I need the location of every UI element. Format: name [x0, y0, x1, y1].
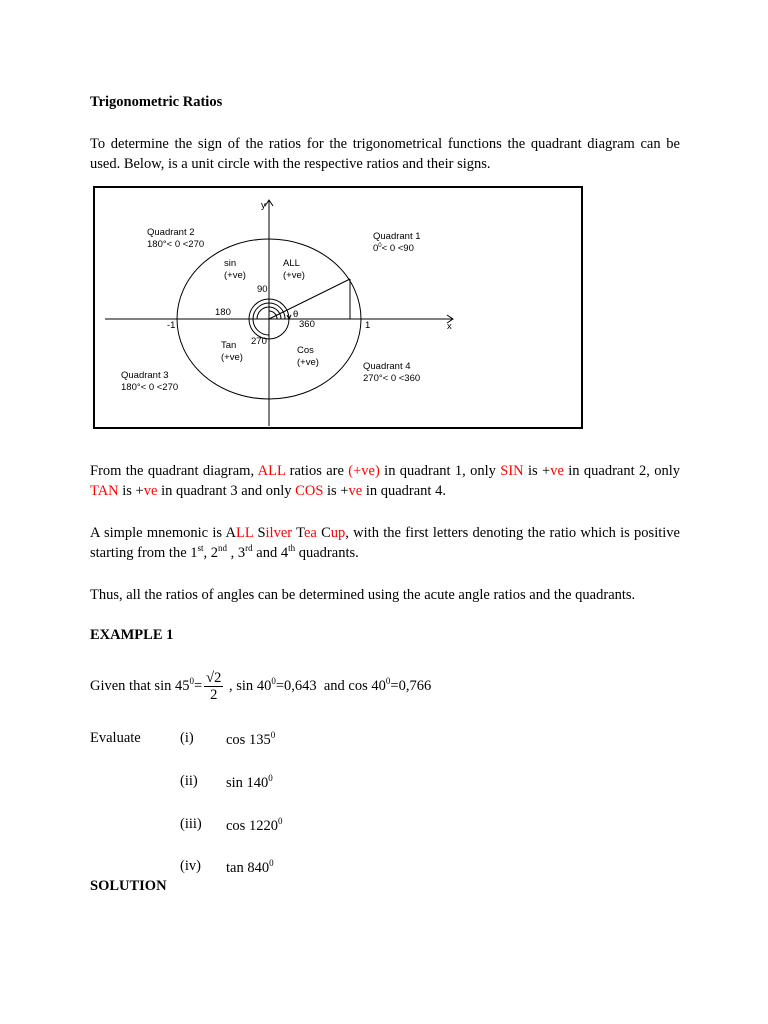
- pos-one-label: 1: [365, 320, 371, 331]
- text-run: in quadrant 4.: [362, 483, 446, 499]
- text-run: is +: [323, 483, 349, 499]
- given-angle: 40: [371, 678, 386, 694]
- unit-circle-svg: [95, 188, 585, 431]
- given-cos-prefix: and cos: [323, 678, 368, 694]
- text-run: is +: [118, 483, 144, 499]
- text-run: , with the first letters denoting the ratio which is positive starting from the 1: [90, 525, 680, 561]
- cos-label: Cos: [297, 345, 314, 356]
- ve-highlight: ve: [143, 483, 158, 499]
- neg-one-label: -1: [167, 320, 176, 331]
- text-run: and 4: [252, 545, 289, 561]
- all-label: ALL: [283, 258, 300, 269]
- tan-highlight: TAN: [90, 483, 119, 499]
- deg-90-label: 90: [257, 284, 268, 295]
- quadrant-4-title: Quadrant 4: [363, 361, 411, 372]
- intro-paragraph: To determine the sign of the ratios for the trigonometrical functions the quadrant diagram can be used. Below, is a unit circle with the respective ratios and their signs.: [90, 136, 680, 172]
- ordinal-sup: th: [288, 543, 296, 554]
- fraction-denominator: 2: [210, 687, 218, 704]
- quadrant-summary-paragraph: [90, 461, 680, 501]
- theta-label: θ: [293, 309, 299, 320]
- ordinal-sup: rd: [245, 543, 253, 554]
- mnemonic-red: up: [330, 525, 346, 541]
- evaluate-item: [226, 860, 274, 877]
- degree-sup: 0: [189, 676, 194, 687]
- degree-sup: 0: [268, 773, 273, 784]
- text-run: in quadrant 2, only: [563, 463, 680, 479]
- quadrant-4-range: 270°< 0 <360: [363, 373, 421, 384]
- fn-angle: 140: [246, 775, 269, 791]
- degree-sup: 0: [277, 816, 283, 827]
- quadrant-1-range-a: $0^0< 0 <90$: [373, 243, 414, 254]
- given-value: =0,766: [390, 678, 432, 694]
- text-run: in quadrant 3 and only: [157, 483, 296, 499]
- text-run: C: [316, 525, 331, 541]
- sin-label: sin: [224, 258, 237, 269]
- given-angle: 45: [174, 678, 190, 694]
- text-run: From the quadrant diagram,: [90, 463, 258, 479]
- cos-highlight: COS: [295, 483, 324, 499]
- text-run: A simple mnemonic is A: [90, 525, 236, 541]
- ve-highlight: ve: [550, 463, 564, 479]
- degree-sup: 0: [271, 676, 276, 687]
- text-run: in quadrant 1, only: [379, 463, 501, 479]
- text-run: , 2: [203, 545, 219, 561]
- text-run: T: [292, 525, 304, 541]
- evaluate-item: [226, 775, 273, 792]
- pve-highlight: (+ve): [348, 463, 380, 479]
- quadrant-3-range: 180°< 0 <270: [121, 382, 179, 393]
- item-number: (ii): [180, 773, 198, 789]
- angle-arc-1: [269, 311, 277, 319]
- given-sin-prefix: , sin: [229, 678, 254, 694]
- fn-name: cos: [226, 732, 246, 748]
- radius-line: [269, 279, 350, 319]
- fn-angle: 135: [248, 732, 271, 748]
- all-sign: (+ve): [283, 270, 305, 281]
- given-value: =0,643: [275, 678, 317, 694]
- item-number: (iv): [180, 858, 201, 874]
- text-run: ratios are: [285, 463, 349, 479]
- evaluate-item: [226, 732, 275, 749]
- fn-angle: 1220: [248, 818, 278, 834]
- fraction-numerator: √2: [206, 670, 222, 687]
- tan-sign: (+ve): [221, 352, 243, 363]
- quadrant-2-range: 180°< 0 <270: [147, 239, 205, 250]
- given-prefix: Given that sin: [90, 678, 172, 694]
- ordinal-sup: nd: [218, 543, 228, 554]
- cos-sign: (+ve): [297, 357, 319, 368]
- item-number: (iii): [180, 816, 202, 832]
- example-heading: EXAMPLE 1: [90, 627, 174, 643]
- sqrt2-over-2-fraction: [204, 670, 223, 703]
- mnemonic-red: LL: [235, 525, 254, 541]
- evaluate-label: Evaluate: [90, 730, 141, 746]
- fn-name: tan: [226, 860, 244, 876]
- text-run: is +: [523, 463, 551, 479]
- fn-name: sin: [226, 775, 243, 791]
- degree-sup: 0: [269, 858, 274, 869]
- quadrant-3-title: Quadrant 3: [121, 370, 169, 381]
- x-axis-label: x: [447, 321, 452, 332]
- mnemonic-red: ea: [303, 525, 317, 541]
- fn-name: cos: [226, 818, 246, 834]
- y-axis-label: y: [261, 200, 266, 211]
- mnemonic-red: ilver: [265, 525, 293, 541]
- evaluate-item: [226, 818, 282, 835]
- item-number: (i): [180, 730, 194, 746]
- tan-label: Tan: [221, 340, 237, 351]
- ve-highlight: ve: [348, 483, 363, 499]
- ordinal-sup: st: [197, 543, 204, 554]
- solution-heading: SOLUTION: [90, 878, 167, 894]
- sin-highlight: SIN: [500, 463, 524, 479]
- deg-360-label: 360: [299, 319, 315, 330]
- given-angle: 40: [256, 678, 272, 694]
- conclusion-paragraph: Thus, all the ratios of angles can be determined using the acute angle ratios and the quadrants.: [90, 587, 636, 603]
- mnemonic-paragraph: [90, 523, 680, 563]
- text-run: quadrants.: [295, 545, 359, 561]
- quadrant-diagram: [93, 186, 583, 429]
- text-run: , 3: [227, 545, 246, 561]
- deg-180-label: 180: [215, 307, 231, 318]
- sin-sign: (+ve): [224, 270, 246, 281]
- page-title: Trigonometric Ratios: [90, 94, 223, 110]
- quadrant-1-title: Quadrant 1: [373, 231, 421, 242]
- degree-sup: 0: [385, 676, 391, 687]
- quadrant-2-title: Quadrant 2: [147, 227, 195, 238]
- degree-sup: 0: [270, 730, 276, 741]
- fn-angle: 840: [247, 860, 270, 876]
- deg-270-label: 270: [251, 336, 267, 347]
- given-line: [90, 666, 431, 706]
- all-highlight: ALL: [257, 463, 286, 479]
- equals-sign: =: [193, 678, 203, 694]
- text-run: S: [253, 525, 266, 541]
